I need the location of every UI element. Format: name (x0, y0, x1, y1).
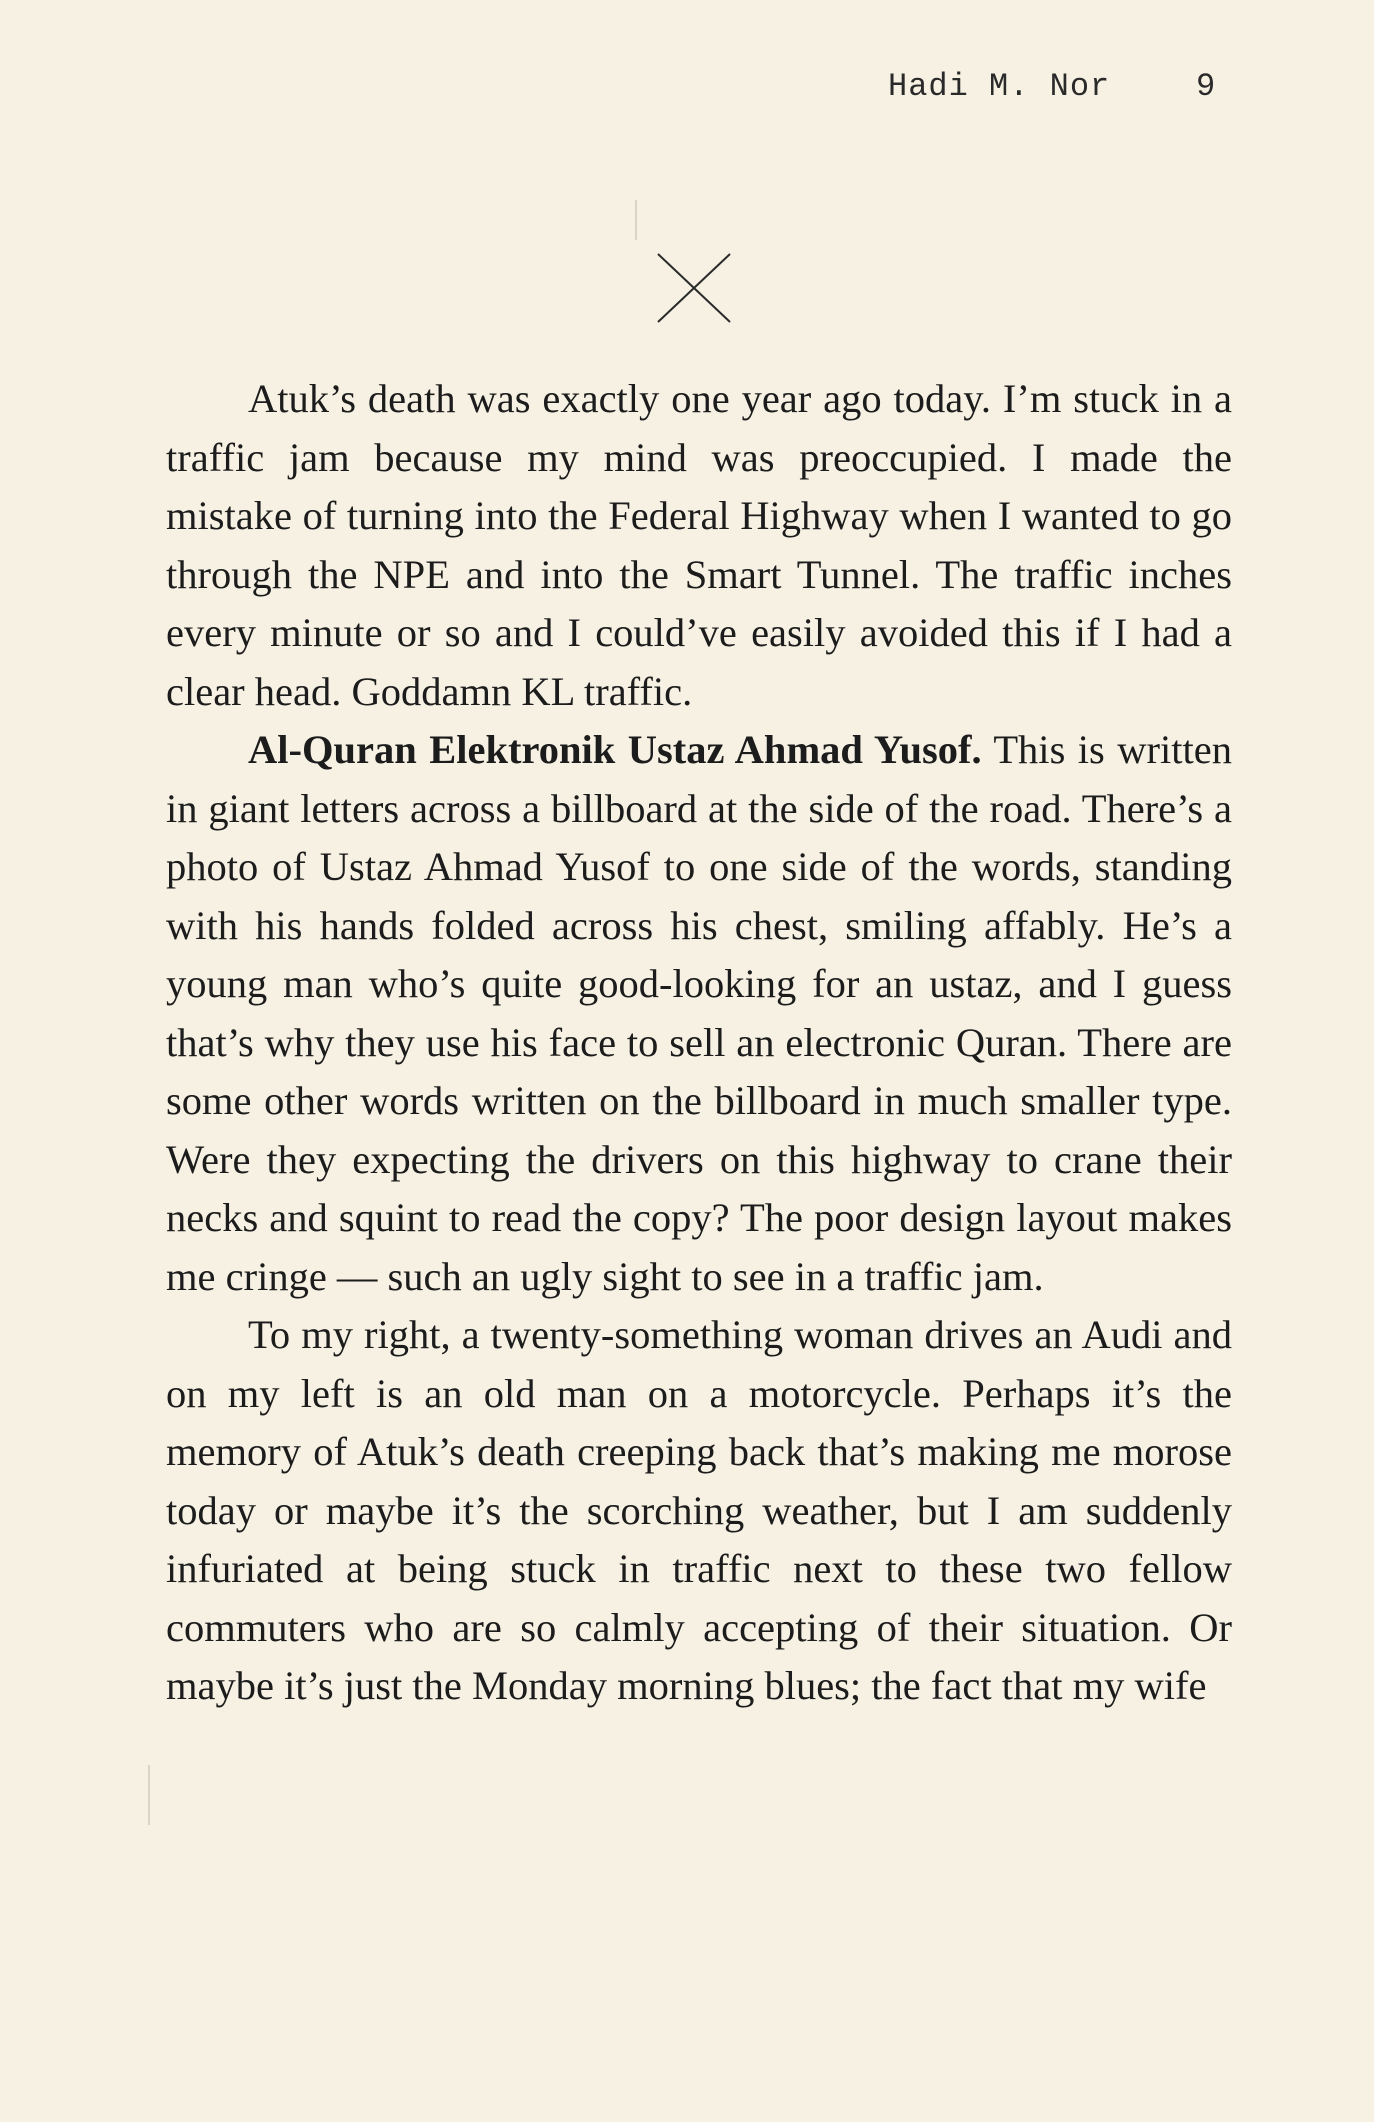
page-number: 9 (1196, 68, 1216, 105)
scan-artifact (148, 1765, 150, 1825)
paragraph-2-text: This is written in giant letters across a billboard at the side of the road. There’s a photo of Ustaz Ahmad Yusof to one side of the words, standing with his hands folded across his chest, smiling affably. He’s a young man who’s quite good-looking for an ustaz, and I guess that’s why they use his face to sell an electronic Quran. There are some other words written on the billboard in much smaller type. Were they expecting the drivers on this highway to crane their necks and squint to read the copy? The poor design layout makes me cringe — such an ugly sight to see in a traffic jam. (166, 727, 1232, 1299)
paragraph-3-text: To my right, a twenty-something woman drives an Audi and on my left is an old man on a motorcycle. Perhaps it’s the memory of Atuk’s death creeping back that’s making me morose today or maybe it’s the scorching weather, but I am suddenly infuriated at being stuck in traffic next to these two fellow commuters who are so calmly accepting of their situation. Or maybe it’s just the Monday morning blues; the fact that my wife (166, 1312, 1232, 1708)
scan-artifact (635, 200, 637, 240)
paragraph-1 (166, 370, 1232, 721)
chapter-body (166, 370, 1232, 1716)
paragraph-2 (166, 721, 1232, 1306)
paragraph-1-text: Atuk’s death was exactly one year ago today. I’m stuck in a traffic jam because my mind was preoccupied. I made the mistake of turning into the Federal Highway when I wanted to go through the NPE and into the Smart Tunnel. The traffic inches every minute or so and I could’ve easily avoided this if I had a clear head. Goddamn KL traffic. (166, 376, 1232, 714)
running-head-author: Hadi M. Nor (888, 68, 1111, 105)
paragraph-3 (166, 1306, 1232, 1716)
x-cross-icon (656, 252, 732, 324)
billboard-title: Al-Quran Elektronik Ustaz Ahmad Yusof. (248, 727, 982, 772)
